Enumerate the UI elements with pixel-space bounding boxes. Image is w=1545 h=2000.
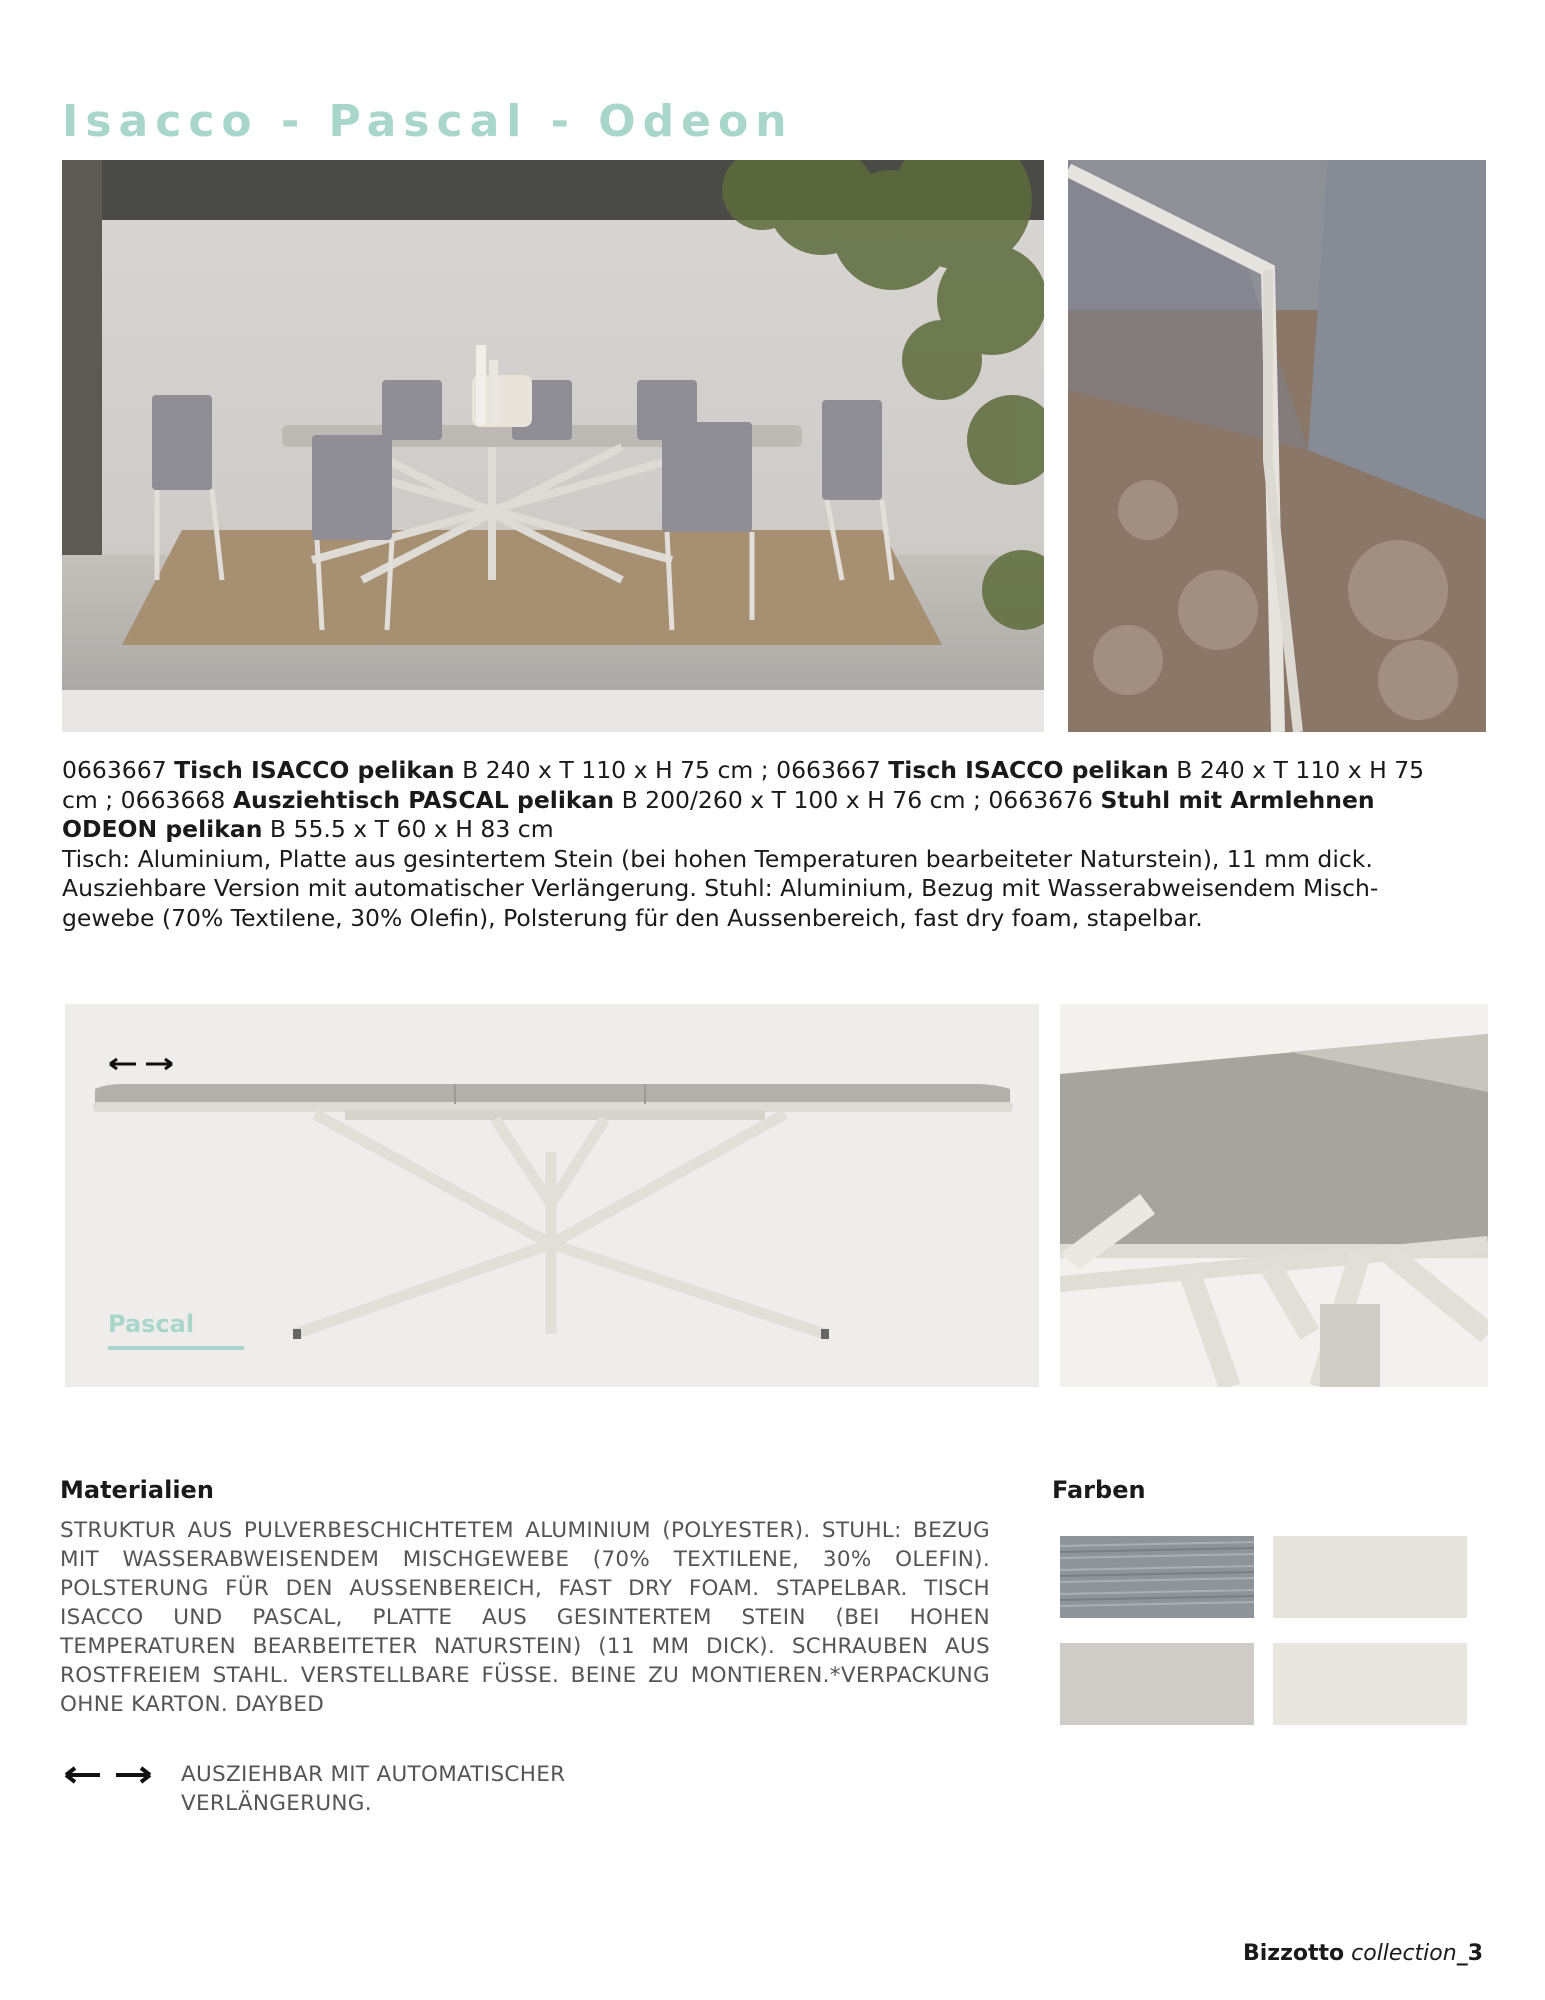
colors-heading: Farben xyxy=(1052,1476,1146,1504)
pascal-underline xyxy=(108,1346,244,1350)
legend-line-2: VERLÄNGERUNG. xyxy=(181,1791,372,1816)
tabletop-detail-photo xyxy=(1060,1004,1488,1387)
product-spec: B 55.5 x T 60 x H 83 cm xyxy=(262,815,554,843)
color-swatch-light-beige xyxy=(1273,1536,1467,1618)
color-swatch-fabric-grey xyxy=(1060,1536,1254,1618)
legend-text xyxy=(181,1760,565,1818)
product-name: Tisch ISACCO pelikan xyxy=(888,756,1169,784)
color-swatch-off-white xyxy=(1273,1643,1467,1725)
collection-label: collection xyxy=(1344,1941,1457,1966)
product-name: Stuhl mit Armlehnen ODEON pelikan xyxy=(62,785,1375,843)
legend-line-1: AUSZIEHBAR MIT AUTOMATISCHER xyxy=(181,1762,566,1787)
product-name: Ausziehtisch PASCAL pelikan xyxy=(232,785,615,814)
product-spec: B 240 x T 110 x H 75 cm ; 0663667 xyxy=(454,756,889,784)
page-footer xyxy=(1243,1941,1483,1966)
materials-heading: Materialien xyxy=(60,1476,214,1504)
product-name: Tisch ISACCO pelikan xyxy=(174,756,455,784)
product-codes xyxy=(62,756,1424,843)
extend-arrows-icon xyxy=(108,1054,174,1074)
description-body: Tisch: Aluminium, Platte aus gesintertem Stein (bei hohen Temperaturen bearbeiteter Naturstein), 11 mm dick. Ausziehbare Version mit automatischer Verlängerung. Stuhl: Aluminium, Bezug mit Wasserabweisendem Misch-gewebe (70% Textilene, 30% Olefin), Polsterung für den Aussenbereich, fast dry foam, stapelbar. xyxy=(62,844,1379,932)
hero-photo xyxy=(62,160,1044,732)
product-spec: B 200/260 x T 100 x H 76 cm ; 0663676 xyxy=(614,785,1101,814)
color-swatch-light-grey xyxy=(1060,1643,1254,1725)
product-description xyxy=(62,756,1452,933)
materials-text: STRUKTUR AUS PULVERBESCHICHTETEM ALUMINIUM (POLYESTER). STUHL: BEZUG MIT WASSERABWEISENDEM MISCHGEWEBE (70% TEXTILENE, 30% OLEFIN). POLSTERUNG FÜR DEN AUSSENBEREICH, FAST DRY FOAM. STAPELBAR. TISCH ISACCO UND PASCAL, PLATTE AUS GESINTERTEM STEIN (BEI HOHEN TEMPERATUREN BEARBEITETER NATURSTEIN) (11 MM DICK). SCHRAUBEN AUS ROSTFREIEM STAHL. VERSTELLBARE FÜSSE. BEINE ZU MONTIEREN.*VERPACKUNG OHNE KARTON. DAYBED xyxy=(60,1518,990,1717)
page-title: Isacco - Pascal - Odeon xyxy=(62,96,794,147)
extend-arrows-icon xyxy=(62,1762,154,1788)
pascal-table-photo xyxy=(65,1004,1039,1387)
pascal-label: Pascal xyxy=(108,1310,195,1338)
brand-name: Bizzotto xyxy=(1242,1941,1345,1966)
chair-detail-photo xyxy=(1068,160,1486,732)
page-number: _3 xyxy=(1456,1941,1483,1966)
product-spec: 0663667 xyxy=(62,756,175,784)
product-spec: B 240 x T 110 x H 75 cm ; 0663668 xyxy=(62,756,1425,814)
